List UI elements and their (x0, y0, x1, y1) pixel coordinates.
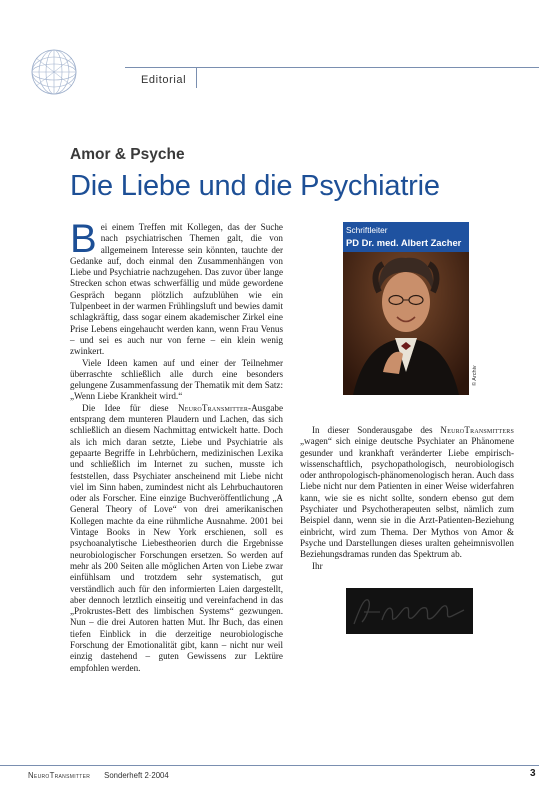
paragraph: Viele Ideen kamen auf und einer der Teilnehmer überraschte schließlich alle durch eine besonders gelungene Zusammenfassung der Thematik mit dem Satz: „Wenn Liebe Krankheit wird.“ (70, 357, 283, 402)
header-rule (125, 67, 539, 68)
paragraph (300, 425, 514, 561)
section-label: Editorial (141, 74, 187, 86)
author-name: PD Dr. med. Albert Zacher (346, 237, 462, 248)
author-portrait (343, 222, 469, 395)
footer-brand: NeuroTransmitter (28, 771, 91, 780)
paragraph-text: ei einem Treffen mit Kollegen, das der Suche nach psychiatrischen Themen galt, die von allgemeinem Interesse sein könnten, tauchte der Gedanke auf, doch einmal den Zusammenhängen von Liebe und Psychiatrie nachzugehen. Das zuvor über lange Strecken schon etwas schwerfällig und müde gewordene Gespräch begann plötzlich aufzublühen wie ein Tulpenbeet in der warmen Frühlingsluft und bewies damit schlagkräftig, dass sogar einem akademischer Zirkel eine Prise Lebens eingehaucht werden kann, wenn Frau Venus – und sei es auch nur von ferne – ein klein wenig zwinkert. (70, 222, 283, 357)
page-number: 3 (530, 768, 536, 779)
footer-rule (0, 765, 539, 766)
closing: Ihr (312, 560, 323, 571)
paragraph-text: „wagen“ sich einige deutsche Psychiater an Phänomene gesunder und krankhaft veränderter Liebe empirisch-wissenschaftlich, psychopathologisch, neurobiologisch oder anthropologisch-phänomenologisch heran. Auch dass Liebe nicht nur dem Patienten in einer Weise widerfahren kann, wie sie es nicht sollte, sondern ebenso gut dem Psychiater und Psychotherapeuten selbst, nämlich zum Beispiel dann, wenn sie in die Arzt-Patienten-Beziehung einbricht, wird zum Thema. Der Mythos von Amor & Psyche und Darstellungen dieses uralten geheimnisvollen Beziehungsdramas runden das Spektrum ab. (300, 436, 514, 560)
photo-credit: © Archiv (472, 365, 478, 386)
paragraph-text: In dieser Sonderausgabe des (312, 425, 441, 435)
article-title: Die Liebe und die Psychiatrie (70, 170, 440, 202)
signature-icon (346, 588, 473, 634)
globe-grid-logo-icon (30, 48, 78, 96)
article-kicker: Amor & Psyche (70, 146, 185, 163)
article-column-right (300, 425, 514, 572)
author-role: Schriftleiter (346, 225, 388, 235)
magazine-name: NeuroTransmitters (440, 425, 514, 435)
paragraph-text: Die Idee für diese (82, 402, 178, 413)
paragraph (70, 403, 283, 674)
paragraph-text: -Ausgabe entsprang dem munteren Plaudern und Lachen, das sich schließlich an diesem Nachmittag entwickelt hatte. Doch als ich mich daran setzte, Liebe und Psychiatrie als gepaarte Begriffe in Lehrbüchern, medizinischen Lexika und schließlich im Internet zu suchen, musste ich feststellen, dass Psychiater anscheinend mit Liebe nicht viel im Sinn haben, zumindest nicht als Lehrbuchautoren oder als Forscher. Eine einzige Buchveröffentlichung „A General Theory of Love“ von drei amerikanischen Kollegen machte da eine rühmliche Ausnahme. 2001 bei Vintage Books in New York erschienen, soll es psychoanalytische Liebestheorien durch die Ergebnisse neurobiologischer Forschungen ersetzen. So werden auf mehr als 200 Seiten alle möglichen Arten von Liebe zwar einfühlsam und trotzdem sehr systematisch, gut verständlich auch für den informierten Laien dargestellt, aber dennoch letztlich einseitig und vereinfachend in das „Prokrustes-Bett des limbischen Systems“ gezwungen. Nun – die drei Autoren hatten Mut. Ihr Buch, das einen tiefen Einblick in die derzeitige neurobiologische Forschung der Emotionalität gibt, kann – nicht nur weil einzig dastehend – guten Gewissens zur Lektüre empfohlen werden. (70, 402, 283, 673)
paragraph (70, 217, 283, 358)
drop-cap: B (70, 217, 97, 261)
footer (28, 771, 169, 780)
author-caption (343, 222, 469, 252)
magazine-name: NeuroTransmitter (177, 402, 249, 413)
footer-issue: Sonderheft 2·2004 (104, 771, 169, 780)
header-divider (196, 68, 197, 88)
handwritten-signature (346, 588, 473, 634)
article-column-left (70, 217, 283, 674)
